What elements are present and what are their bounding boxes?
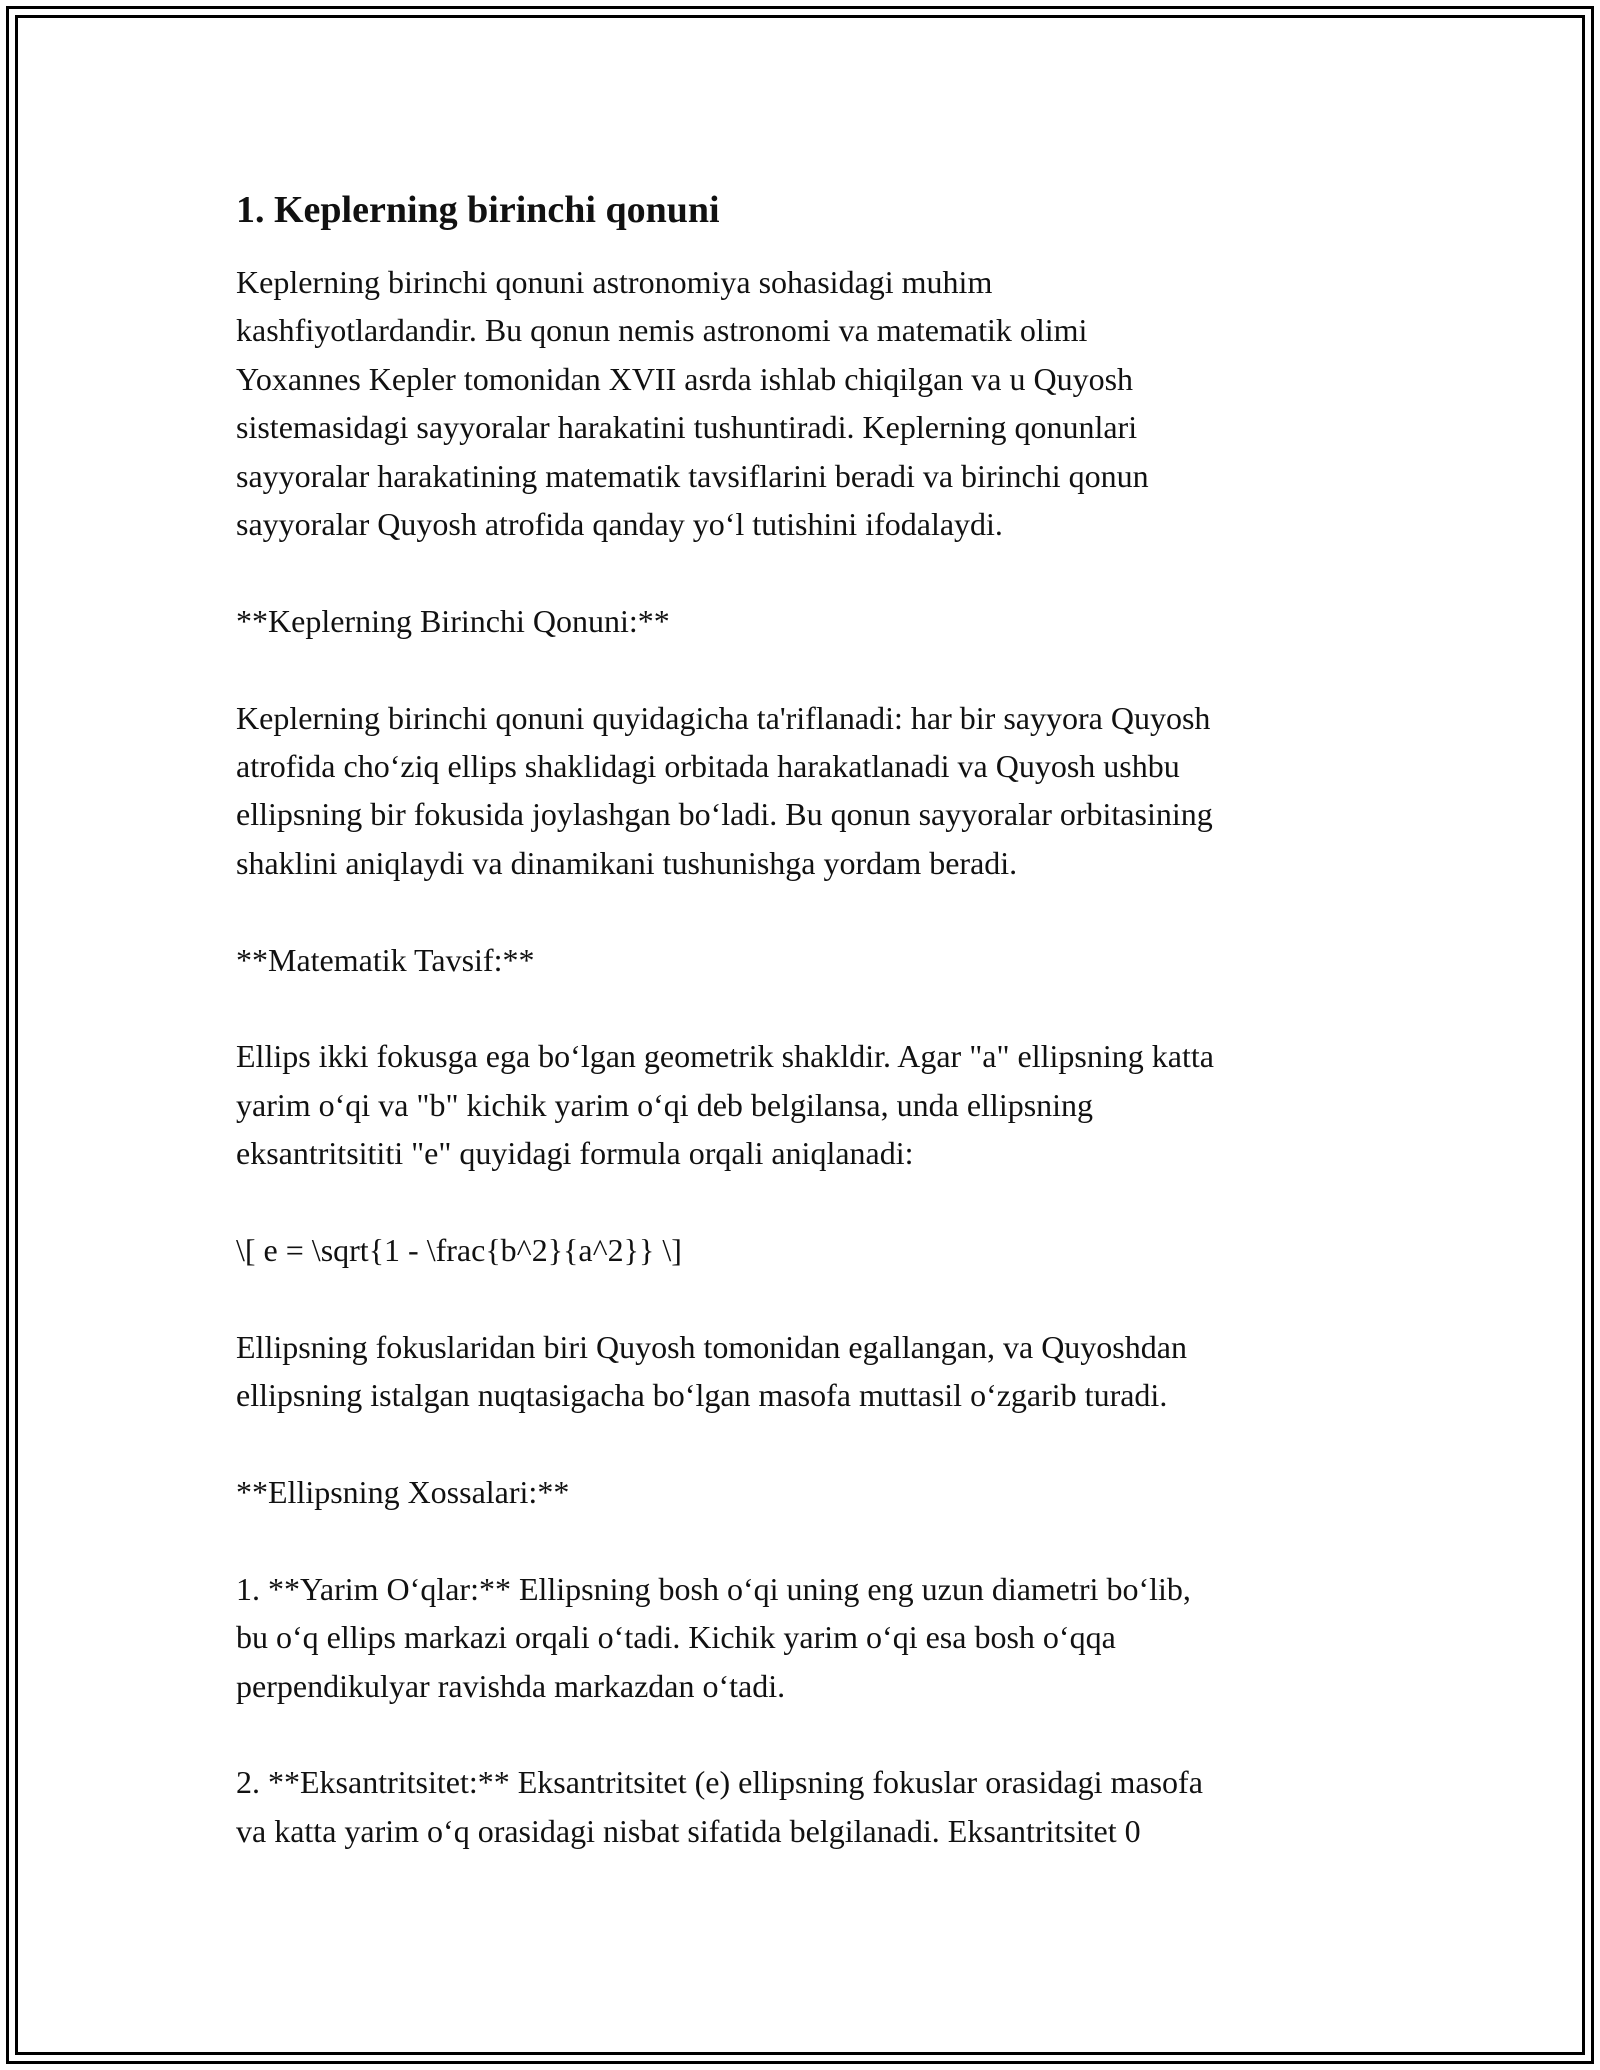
ellipse-paragraph — [236, 1032, 1386, 1177]
text-line: Keplerning birinchi qonuni astronomiya sohasidagi muhim — [236, 264, 993, 300]
intro-paragraph — [236, 258, 1386, 548]
subheading-math-description — [236, 936, 1386, 984]
text-line: **Matematik Tavsif:** — [236, 941, 535, 978]
text-line: sayyoralar Quyosh atrofida qanday yo‘l tutishini ifodalaydi. — [236, 506, 1003, 543]
text-line: atrofida cho‘ziq ellips shaklidagi orbitada harakatlanadi va Quyosh ushbu — [236, 748, 1180, 785]
text-line: bu o‘q ellips markazi orqali o‘tadi. Kichik yarim o‘qi esa bosh o‘qqa — [236, 1619, 1116, 1656]
text-line: 1. **Yarim O‘qlar:** Ellipsning bosh o‘qi uning eng uzun diametri bo‘lib, — [236, 1570, 1191, 1607]
text-line: ellipsning istalgan nuqtasigacha bo‘lgan masofa muttasil o‘zgarib turadi. — [236, 1377, 1168, 1414]
text-line: sistemasidagi sayyoralar harakatini tushuntiradi. Keplerning qonunlari — [236, 409, 1138, 446]
text-line: va katta yarim o‘q orasidagi nisbat sifatida belgilanadi. Eksantritsitet 0 — [236, 1812, 1141, 1849]
subheading-ellipse-properties — [236, 1468, 1386, 1516]
text-line: Ellipsning fokuslaridan biri Quyosh tomonidan egallangan, va Quyoshdan — [236, 1328, 1187, 1365]
text-line: shaklini aniqlaydi va dinamikani tushunishga yordam beradi. — [236, 844, 1018, 881]
text-line: **Ellipsning Xossalari:** — [236, 1474, 570, 1511]
text-line: **Keplerning Birinchi Qonuni:** — [236, 602, 670, 639]
formula-line — [236, 1226, 1386, 1274]
text-line: \[ e = \sqrt{1 - \frac{b^2}{a^2}} \] — [236, 1232, 682, 1269]
text-line: perpendikulyar ravishda markazdan o‘tadi. — [236, 1667, 786, 1704]
text-line: Ellips ikki fokusga ega bo‘lgan geometrik shakldir. Agar "a" ellipsning katta — [236, 1038, 1214, 1075]
list-item-eccentricity — [236, 1758, 1386, 1855]
section-heading: 1. Keplerning birinchi qonuni — [236, 189, 720, 231]
focus-paragraph — [236, 1323, 1386, 1420]
text-line: sayyoralar harakatining matematik tavsiflarini beradi va birinchi qonun — [236, 457, 1149, 494]
subheading-first-law — [236, 597, 1386, 645]
text-line: 2. **Eksantritsitet:** Eksantritsitet (e) ellipsning fokuslar orasidagi masofa — [236, 1764, 1203, 1801]
document-body — [236, 186, 1386, 1904]
text-line: ellipsning bir fokusida joylashgan bo‘ladi. Bu qonun sayyoralar orbitasining — [236, 796, 1213, 833]
text-line: Keplerning birinchi qonuni quyidagicha ta'riflanadi: har bir sayyora Quyosh — [236, 699, 1211, 736]
text-line: kashfiyotlardandir. Bu qonun nemis astronomi va matematik olimi — [236, 312, 1088, 349]
list-item-semi-axes — [236, 1565, 1386, 1710]
definition-paragraph — [236, 694, 1386, 888]
text-line: yarim o‘qi va "b" kichik yarim o‘qi deb belgilansa, unda ellipsning — [236, 1086, 1094, 1123]
text-line: eksantritsititi "e" quyidagi formula orqali aniqlanadi: — [236, 1135, 914, 1172]
text-line: Yoxannes Kepler tomonidan XVII asrda ishlab chiqilgan va u Quyosh — [236, 360, 1134, 397]
